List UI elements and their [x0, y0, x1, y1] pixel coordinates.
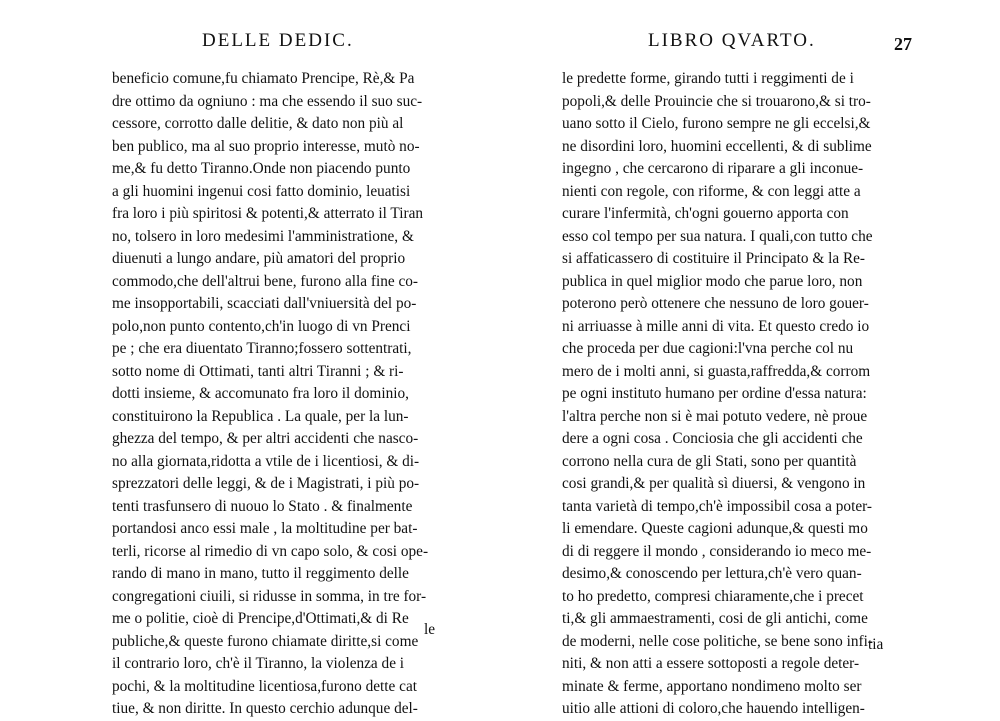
- text-line: minate & ferme, apportano nondimeno molto ser: [562, 677, 862, 695]
- text-line: uano sotto il Cielo, furono sempre ne gli eccelsi,&: [562, 115, 871, 132]
- text-line: desimo,& conoscendo per lettura,ch'è vero quan-: [562, 565, 862, 582]
- text-line: constituirono la Republica . La quale, per la lun-: [112, 407, 409, 425]
- text-line: fra loro i più spiritosi & potenti,& atterrato il Tiran: [112, 205, 424, 222]
- text-line: corrono nella cura de gli Stati, sono per quantità: [562, 452, 857, 470]
- text-line: beneficio comune,fu chiamato Prencipe, Rè,& Pa: [112, 70, 415, 87]
- right-catchword: tia: [868, 636, 884, 653]
- right-running-head: LIBRO QVARTO.: [648, 30, 816, 51]
- text-line: di di reggere il mondo , considerando io meco me-: [562, 542, 872, 560]
- text-line: a gli huomini ingenui cosi fatto dominio, leuatisi: [112, 182, 411, 200]
- text-line: congregationi ciuili, si ridusse in somma, in tre for-: [112, 587, 427, 605]
- right-body-text: [562, 68, 912, 721]
- text-line: l'altra perche non si è mai potuto vedere, nè proue: [562, 407, 868, 425]
- text-line: poterono però ottenere che nessuno de loro gouer-: [562, 295, 869, 312]
- text-line: ne disordini loro, huomini eccellenti, & di sublime: [562, 137, 872, 155]
- text-line: pochi, & la moltitudine licentiosa,furono dette cat: [112, 677, 418, 695]
- text-line: esso col tempo per sua natura. I quali,con tutto che: [562, 227, 873, 245]
- left-running-head: DELLE DEDIC.: [202, 30, 354, 51]
- text-line: mero de i molti anni, si guasta,raffredda,& corrom: [562, 362, 871, 380]
- text-line: me,& fu detto Tiranno.Onde non piacendo punto: [112, 160, 411, 177]
- text-line: ni arriuasse à mille anni di vita. Et questo credo io: [562, 317, 870, 335]
- text-line: ti,& gli ammaestramenti, cosi de gli antichi, come: [562, 610, 868, 627]
- text-line: dere a ogni cosa . Conciosia che gli accidenti che: [562, 430, 863, 447]
- text-line: ghezza del tempo, & per altri accidenti che nasco-: [112, 430, 419, 447]
- text-line: dre ottimo da ogniuno : ma che essendo il suo suc-: [112, 92, 423, 110]
- text-line: curare l'infermità, ch'ogni gouerno apporta con: [562, 205, 849, 222]
- text-line: publica in quel miglior modo che parue loro, non: [562, 272, 863, 290]
- text-line: pe ogni instituto humano per ordine d'essa natura:: [562, 385, 867, 402]
- page-number: 27: [894, 34, 912, 54]
- left-body-text: [112, 68, 462, 721]
- text-line: popoli,& delle Prouincie che si trouarono,& si tro-: [562, 92, 871, 110]
- text-line: portandosi anco essi male , la moltitudine per bat-: [112, 520, 418, 537]
- text-line: sotto nome di Ottimati, tanti altri Tiranni ; & ri-: [112, 362, 404, 380]
- text-line: no, tolsero in loro medesimi l'amministratione, &: [112, 227, 414, 245]
- text-line: che proceda per due cagioni:l'vna perche col nu: [562, 340, 854, 357]
- text-line: si affaticassero di costituire il Principato & la Re-: [562, 250, 866, 267]
- text-line: ben publico, ma al suo proprio interesse, mutò no-: [112, 137, 420, 155]
- text-line: nienti con regole, con riforme, & con leggi atte a: [562, 182, 861, 200]
- text-line: pe ; che era diuentato Tiranno;fossero sottentrati,: [112, 340, 412, 357]
- text-line: commodo,che dell'altrui bene, furono alla fine co-: [112, 272, 419, 290]
- text-line: uitio alle attioni di coloro,che hauendo intelligen-: [562, 700, 865, 717]
- text-line: rando di mano in mano, tutto il reggimento delle: [112, 565, 409, 582]
- left-catchword: le: [424, 621, 436, 638]
- text-line: tiue, & non diritte. In questo cerchio adunque del-: [112, 700, 418, 717]
- text-line: sprezzatori delle leggi, & de i Magistrati, i più po-: [112, 475, 420, 492]
- text-line: tanta varietà di tempo,ch'è impossibil cosa a poter-: [562, 497, 872, 515]
- text-line: tenti trasfunsero di nuouo lo Stato . & finalmente: [112, 497, 413, 515]
- text-line: li emendare. Queste cagioni adunque,& questi mo: [562, 520, 868, 537]
- text-line: ingegno , che cercarono di riparare a gli inconue-: [562, 160, 864, 177]
- text-line: il contrario loro, ch'è il Tiranno, la violenza de i: [112, 655, 405, 672]
- text-line: cosi grandi,& per qualità sì diuersi, & vengono in: [562, 475, 866, 492]
- text-line: terli, ricorse al rimedio di vn capo solo, & cosi ope-: [112, 542, 429, 560]
- right-page: [562, 0, 912, 717]
- text-line: polo,non punto contento,ch'in luogo di vn Prenci: [112, 317, 411, 335]
- text-line: le predette forme, girando tutti i reggimenti de i: [562, 70, 854, 87]
- text-line: cessore, corrotto dalle delitie, & dato non più al: [112, 115, 404, 132]
- left-page: [112, 0, 462, 717]
- text-line: publiche,& queste furono chiamate diritte,si come: [112, 632, 419, 650]
- text-line: dotti insieme, & accomunato fra loro il dominio,: [112, 385, 409, 402]
- text-line: to ho predetto, compresi chiaramente,che i precet: [562, 587, 864, 605]
- text-line: no alla giornata,ridotta a vtile de i licentiosi, & di-: [112, 452, 420, 470]
- text-line: diuenuti a lungo andare, più amatori del proprio: [112, 250, 406, 267]
- text-line: niti, & non atti a essere sottoposti a regole deter-: [562, 655, 860, 672]
- text-line: de moderni, nelle cose politiche, se bene sono infi-: [562, 632, 873, 650]
- text-line: me o politie, cioè di Prencipe,d'Ottimati,& di Re: [112, 610, 409, 627]
- text-line: me insopportabili, scacciati dall'vniuersità del po-: [112, 295, 417, 312]
